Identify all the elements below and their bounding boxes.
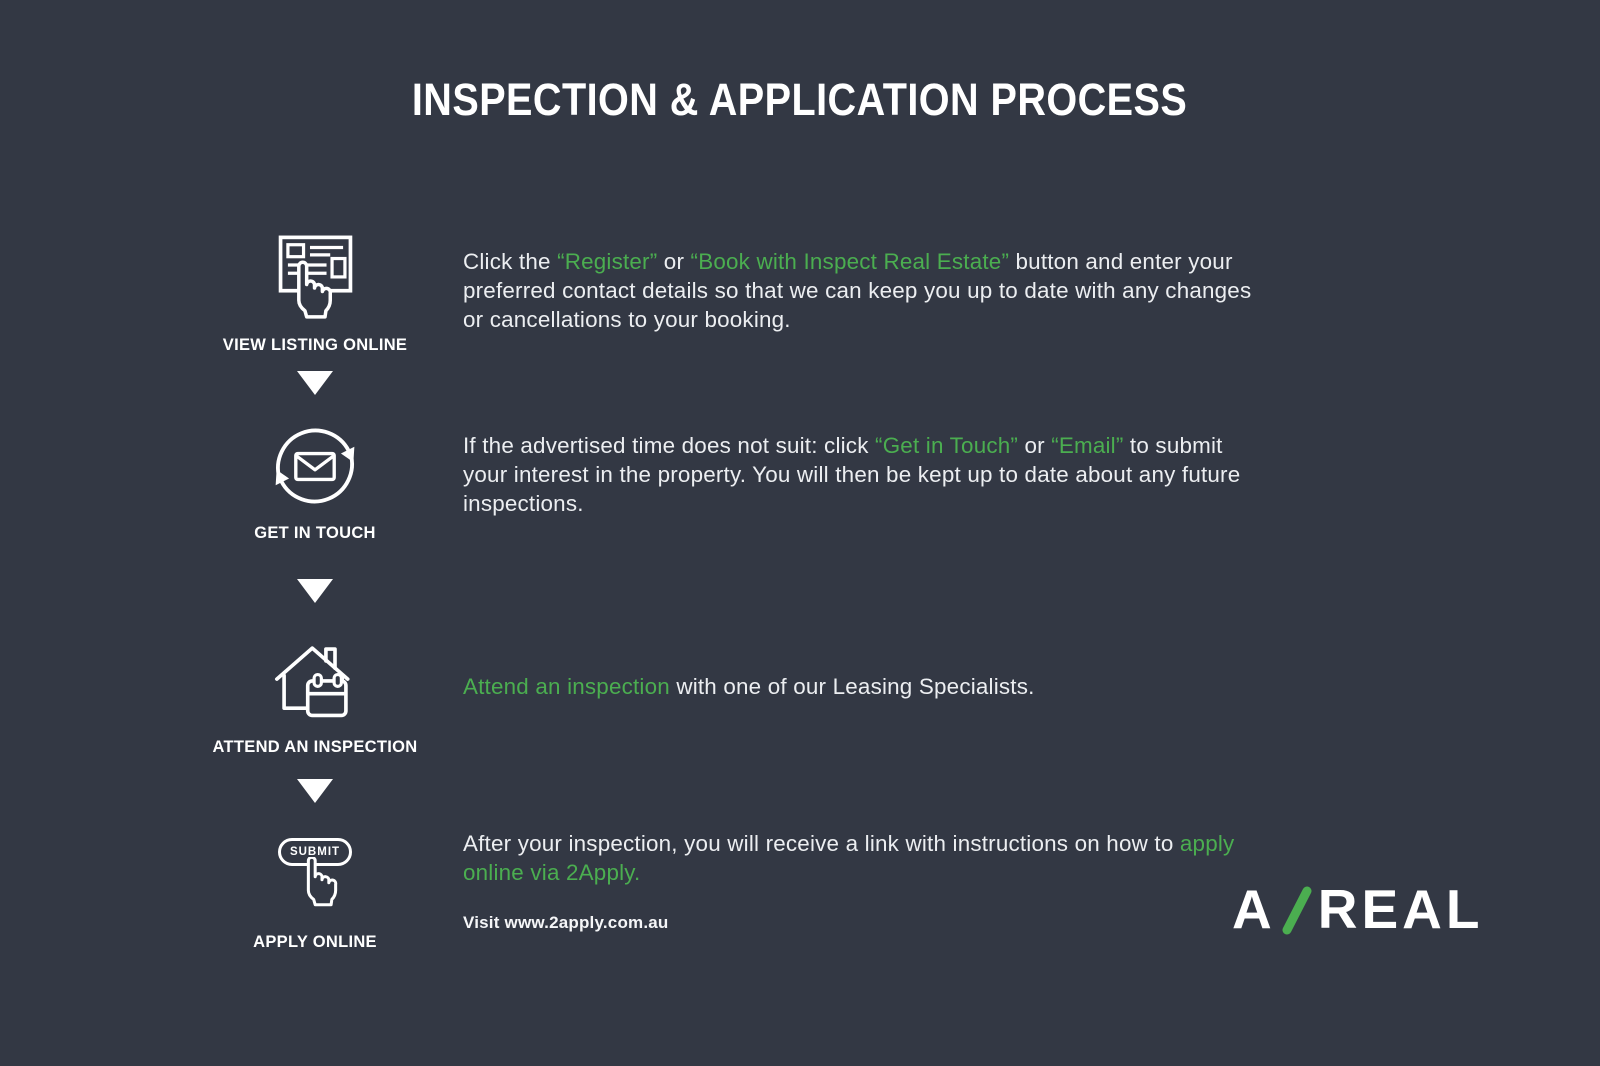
arrow-down-icon	[297, 371, 333, 395]
step-description	[463, 672, 1258, 701]
submit-button-label: SUBMIT	[289, 846, 341, 858]
hand-cursor-icon	[301, 857, 343, 907]
text-segment: Click the	[463, 249, 558, 274]
brand-logo	[1232, 878, 1484, 940]
arrow-down-icon	[297, 579, 333, 603]
accent-text: “Book with Inspect Real Estate”	[690, 249, 1010, 274]
step-description	[463, 829, 1258, 887]
listing-click-icon	[264, 230, 367, 322]
arrow-down-icon	[297, 779, 333, 803]
step-attend-inspection	[195, 636, 435, 757]
step-description	[463, 247, 1258, 334]
text-segment: or	[1018, 433, 1052, 458]
step-view-listing	[195, 230, 435, 355]
text-segment: with one of our Leasing Specialists.	[669, 674, 1035, 699]
accent-text: “Email”	[1051, 433, 1124, 458]
house-calendar-icon	[265, 636, 365, 724]
step-get-in-touch	[195, 418, 435, 543]
text-segment: to submit your interest in the property. You will then be kept up to date about any future inspections.	[463, 433, 1241, 516]
text-segment: After your inspection, you will receive a link with instructions on how to	[463, 831, 1180, 856]
text-segment: If the advertised time does not suit: click	[463, 433, 876, 458]
step-label: APPLY ONLINE	[253, 933, 377, 951]
accent-text: “Register”	[557, 249, 658, 274]
logo-slash-icon	[1281, 884, 1313, 936]
text-segment: or	[657, 249, 691, 274]
email-sync-icon	[267, 418, 363, 514]
step-label: ATTEND AN INSPECTION	[212, 738, 418, 756]
accent-text: Attend an inspection	[463, 674, 670, 699]
hand-cursor-icon	[298, 262, 330, 317]
logo-letters-real: REAL	[1317, 878, 1484, 940]
step-label: VIEW LISTING ONLINE	[222, 336, 408, 354]
text-segment: button and enter your preferred contact details so that we can keep you up to date with any changes or cancellations to your booking.	[463, 249, 1252, 332]
step-description	[463, 431, 1258, 518]
page-title	[0, 74, 1600, 126]
logo-letter-a: A	[1232, 878, 1274, 940]
step-label: GET IN TOUCH	[254, 524, 376, 542]
accent-text: “Get in Touch”	[875, 433, 1019, 458]
visit-url-note: Visit www.2apply.com.au	[463, 913, 669, 932]
page-title-text: INSPECTION & APPLICATION PROCESS	[412, 74, 1188, 125]
step-apply-online	[195, 838, 435, 952]
accent-text: apply online via 2Apply.	[463, 831, 1235, 885]
